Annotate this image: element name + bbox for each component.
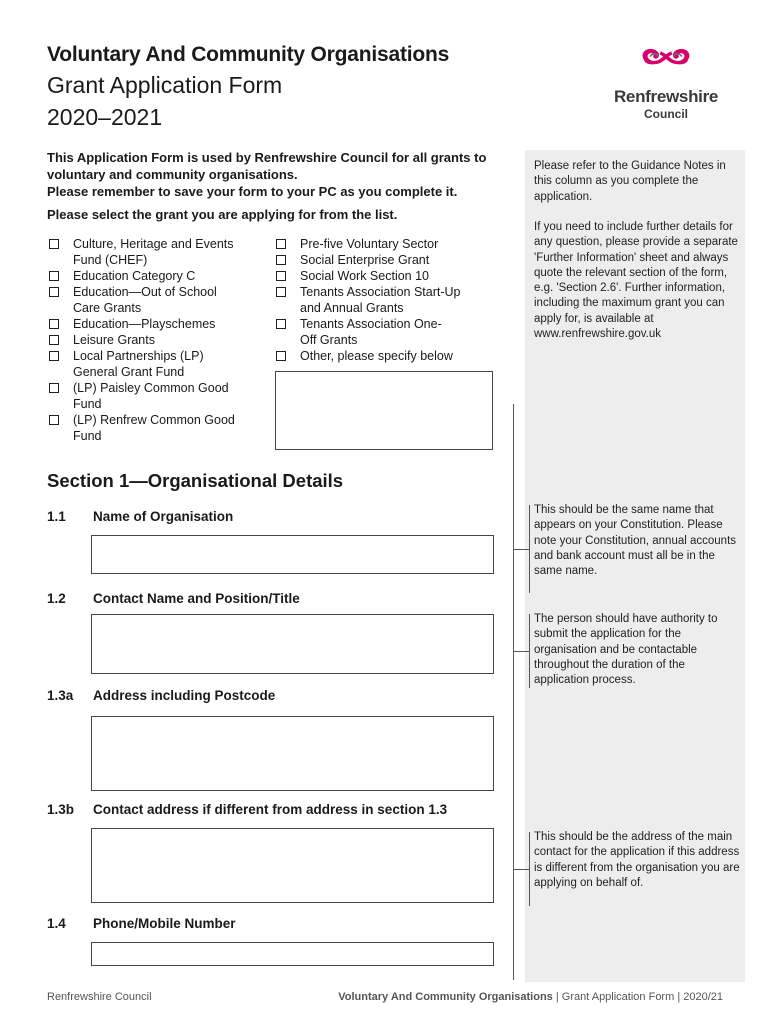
grant-option-label: Tenants Association Start-Up and Annual Grants	[300, 285, 461, 315]
grant-option[interactable]	[47, 284, 247, 316]
grant-option-label: (LP) Paisley Common Good Fund	[73, 381, 229, 411]
grant-option-label: Other, please specify below	[300, 349, 453, 363]
logo-subtitle: Council	[644, 107, 688, 121]
council-logo-icon	[606, 44, 726, 86]
grant-option-label: (LP) Renfrew Common Good Fund	[73, 413, 235, 443]
intro-line2: Please remember to save your form to your PC as you complete it.	[47, 184, 458, 199]
grant-option[interactable]	[274, 252, 504, 268]
grant-option[interactable]	[47, 236, 247, 268]
grant-option-label: Social Work Section 10	[300, 269, 429, 283]
question-label: Address including Postcode	[93, 688, 276, 703]
grant-option[interactable]	[274, 316, 450, 348]
guidance-note-intro: Please refer to the Guidance Notes in this column as you complete the application.	[534, 160, 726, 203]
contact-address-input[interactable]	[91, 828, 494, 903]
section-title: Section 1—Organisational Details	[47, 470, 344, 491]
checkbox[interactable]	[276, 287, 286, 297]
guidance-divider-line	[513, 404, 514, 980]
grant-option-label: Education—Playschemes	[73, 317, 216, 331]
question-number: 1.3a	[47, 688, 74, 703]
grant-option[interactable]	[47, 348, 247, 380]
grant-option-label: Education—Out of School Care Grants	[73, 285, 217, 315]
grant-option[interactable]	[47, 332, 247, 348]
grant-option-label: Tenants Association One-Off Grants	[300, 317, 442, 347]
grant-option[interactable]	[274, 268, 504, 284]
grant-list-column1	[47, 236, 247, 444]
guidance-note-further-info: If you need to include further details for any question, please provide a separate 'Further Information' sheet and always quote the relevant section of the form, e.g. 'Section 2.6'. Further information, including the maximum grant you can apply for, is available at www.renfrewshire.gov.uk	[534, 221, 738, 341]
checkbox[interactable]	[276, 239, 286, 249]
intro-line1: This Application Form is used by Renfrewshire Council for all grants to voluntary and community organisations.	[47, 150, 487, 182]
checkbox[interactable]	[276, 351, 286, 361]
grant-option[interactable]	[274, 236, 504, 252]
grant-option-label: Pre-five Voluntary Sector	[300, 237, 439, 251]
checkbox[interactable]	[49, 239, 59, 249]
grant-option-label: Social Enterprise Grant	[300, 253, 430, 267]
logo-swirl-right	[660, 49, 690, 64]
question-label: Phone/Mobile Number	[93, 916, 236, 931]
checkbox[interactable]	[276, 271, 286, 281]
guidance-bracket	[529, 505, 530, 593]
grant-option[interactable]	[47, 316, 247, 332]
grant-option[interactable]	[274, 348, 504, 364]
form-title-year: 2020–2021	[47, 104, 163, 130]
grant-option-label: Culture, Heritage and Events Fund (CHEF)	[73, 237, 234, 267]
footer-form-info	[338, 991, 723, 1003]
checkbox[interactable]	[49, 319, 59, 329]
grant-option-label: Leisure Grants	[73, 333, 155, 347]
guidance-connector	[513, 651, 529, 652]
question-label: Contact address if different from address in section 1.3	[93, 802, 448, 817]
guidance-bracket	[529, 832, 530, 906]
grant-option[interactable]	[47, 268, 247, 284]
grant-select-label: Please select the grant you are applying for from the list.	[47, 207, 398, 222]
guidance-connector	[513, 869, 529, 870]
question-number: 1.1	[47, 509, 66, 524]
grant-option[interactable]	[274, 284, 480, 316]
grant-option-label: Local Partnerships (LP) General Grant Fund	[73, 349, 204, 379]
guidance-bracket	[529, 614, 530, 688]
checkbox[interactable]	[49, 383, 59, 393]
footer-form-details: | Grant Application Form | 2020/21	[552, 991, 723, 1003]
footer-council: Renfrewshire Council	[47, 991, 152, 1003]
checkbox[interactable]	[49, 415, 59, 425]
guidance-note-contact-address: This should be the address of the main contact for the application if this address is different from the organisation you are applying on behalf of.	[534, 831, 740, 889]
guidance-note-contact: The person should have authority to submit the application for the organisation and be contactable throughout the duration of the application process.	[534, 613, 718, 687]
logo-name: Renfrewshire	[613, 87, 719, 106]
contact-name-input[interactable]	[91, 614, 494, 674]
grant-option-label: Education Category C	[73, 269, 196, 283]
checkbox[interactable]	[276, 255, 286, 265]
form-title-line1: Voluntary And Community Organisations	[47, 43, 450, 66]
phone-input[interactable]	[91, 942, 494, 966]
grant-option[interactable]	[47, 380, 247, 412]
checkbox[interactable]	[49, 335, 59, 345]
question-label: Name of Organisation	[93, 509, 234, 524]
question-label: Contact Name and Position/Title	[93, 591, 300, 606]
checkbox[interactable]	[49, 287, 59, 297]
grant-list-column2	[274, 236, 504, 364]
footer-form-name: Voluntary And Community Organisations	[338, 991, 553, 1003]
other-grant-input[interactable]	[275, 371, 493, 450]
checkbox[interactable]	[276, 319, 286, 329]
question-number: 1.2	[47, 591, 66, 606]
address-input[interactable]	[91, 716, 494, 791]
question-number: 1.3b	[47, 802, 75, 817]
guidance-connector	[513, 549, 529, 550]
organisation-name-input[interactable]	[91, 535, 494, 574]
grant-option[interactable]	[47, 412, 247, 444]
guidance-note-organisation-name: This should be the same name that appears on your Constitution. Please note your Constitution, annual accounts and bank account must all be in the same name.	[534, 504, 737, 578]
form-title-line2: Grant Application Form	[47, 72, 283, 98]
question-number: 1.4	[47, 916, 66, 931]
intro-text	[47, 149, 522, 200]
checkbox[interactable]	[49, 271, 59, 281]
checkbox[interactable]	[49, 351, 59, 361]
